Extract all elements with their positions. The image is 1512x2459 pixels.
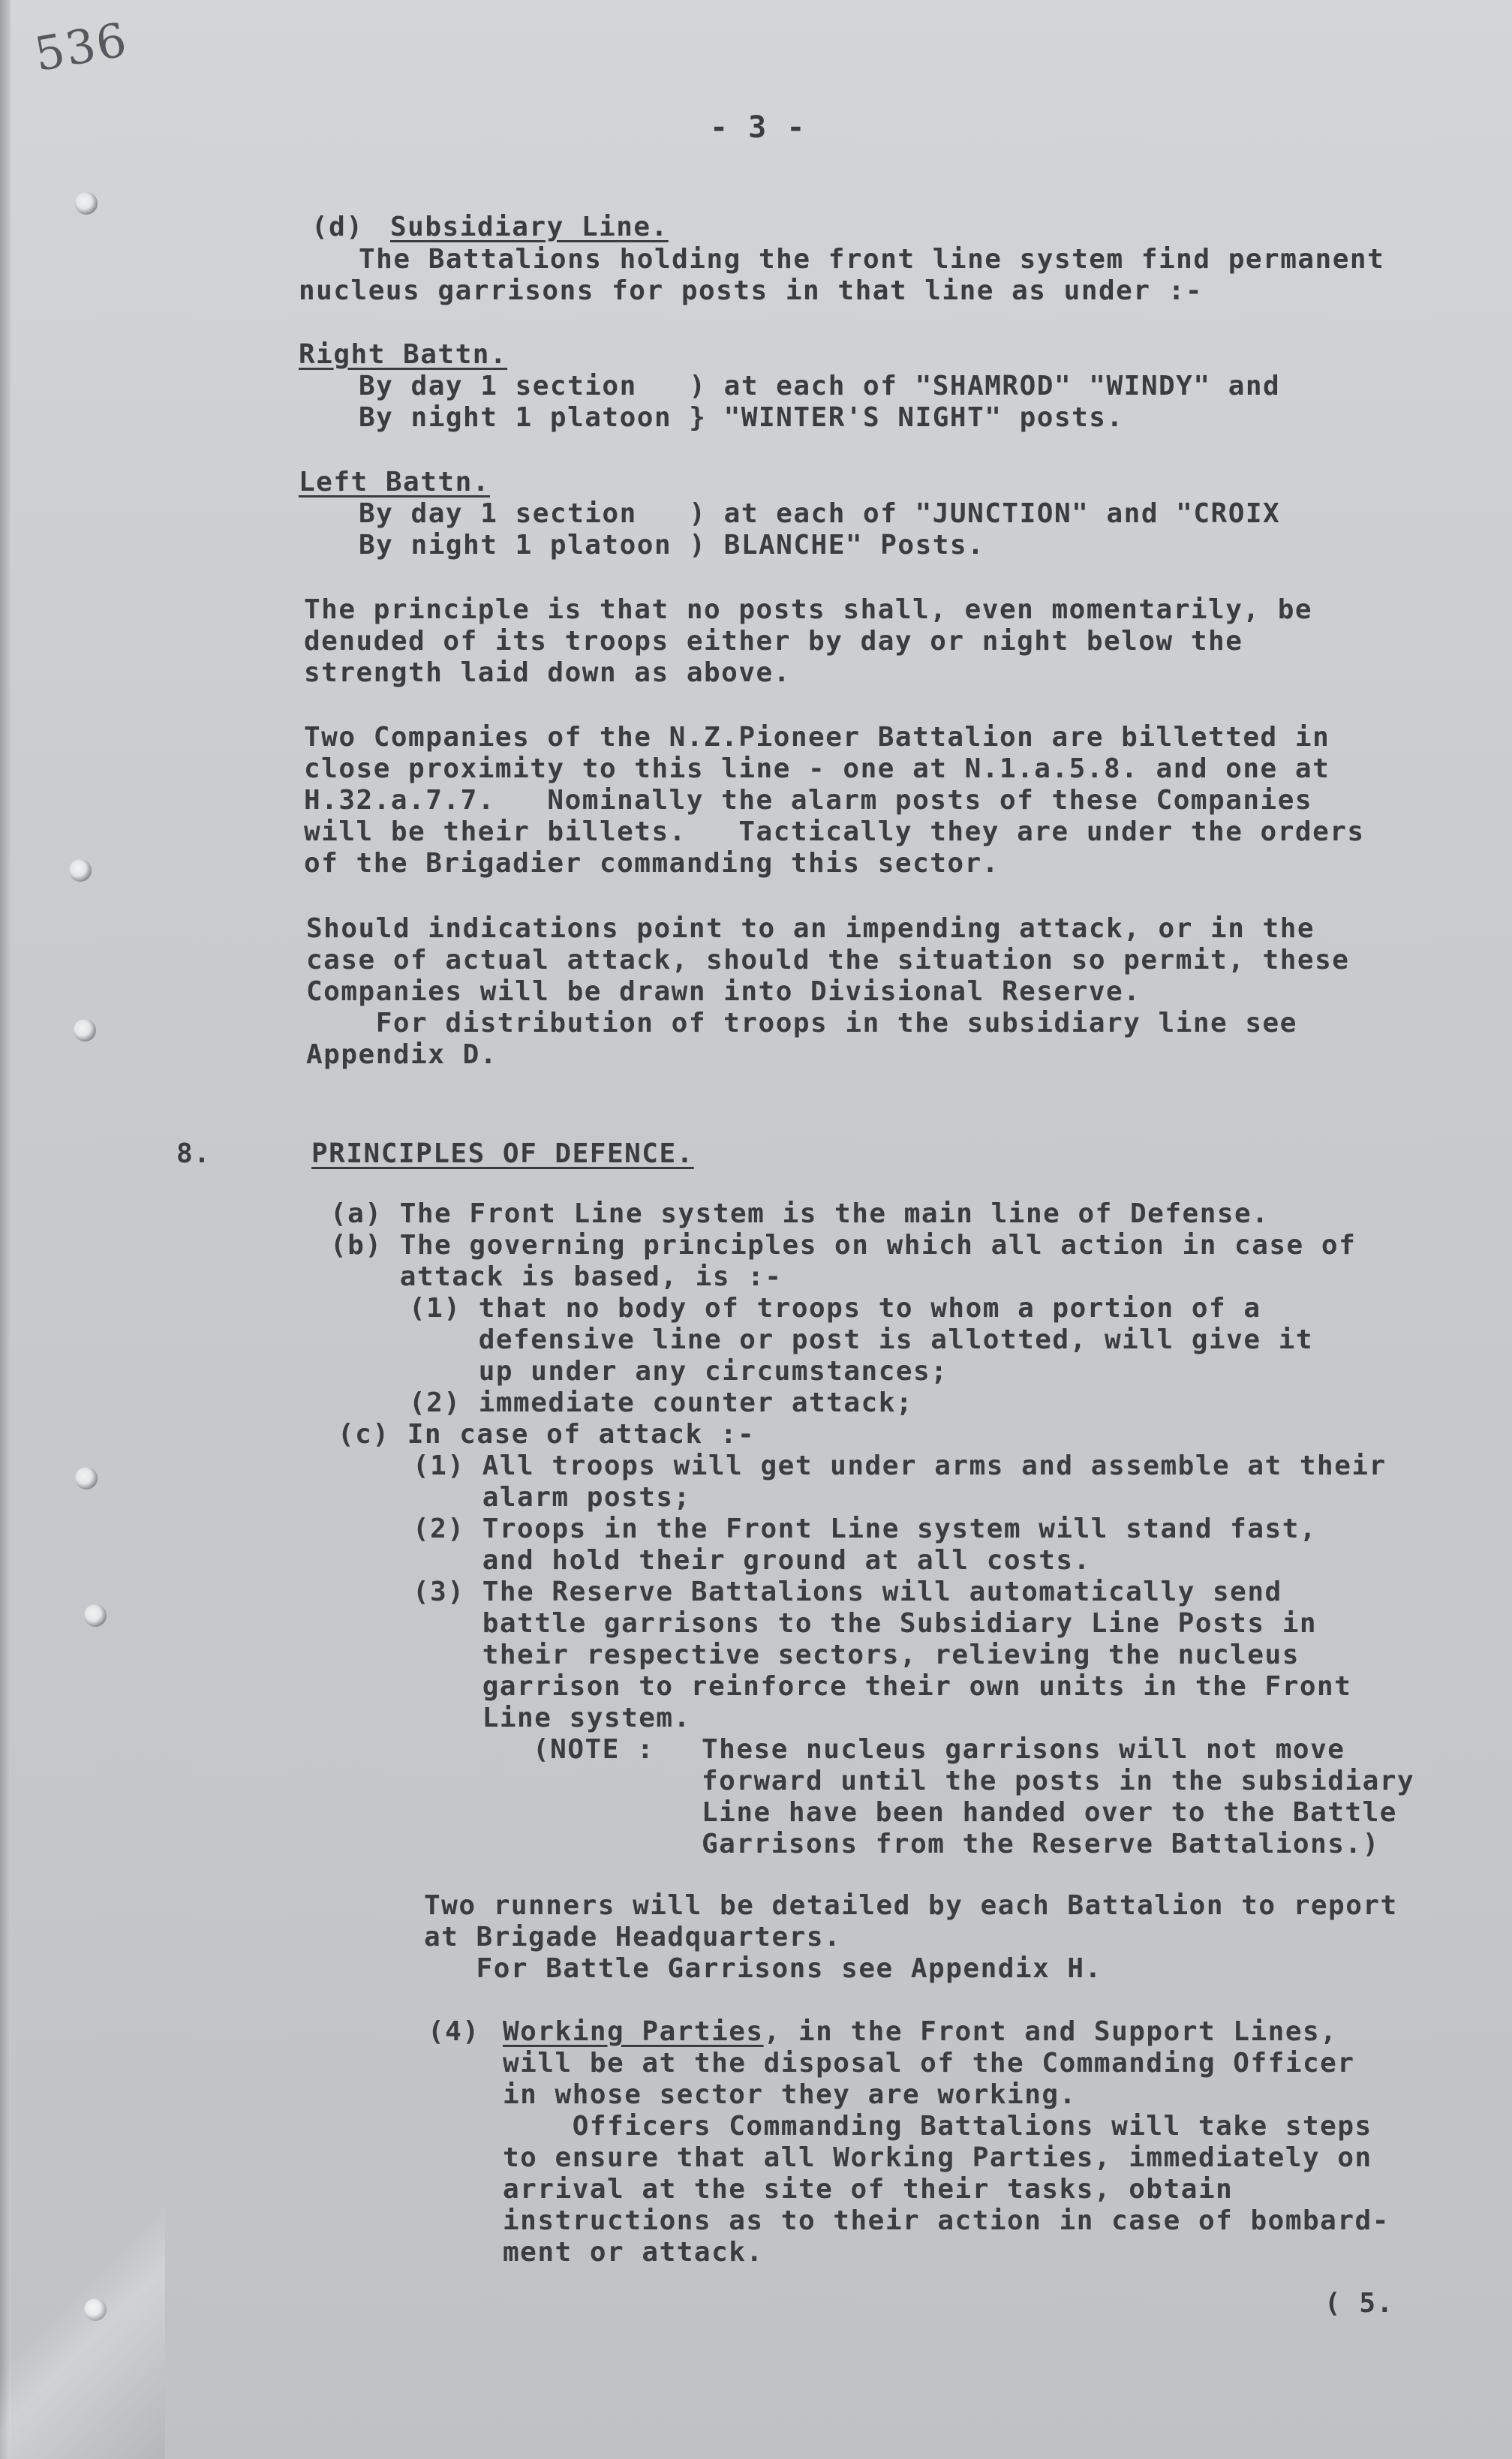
handwritten-page-number: 536 [30,11,132,83]
punch-hole-5 [84,1604,107,1627]
punch-hole-1 [75,192,98,215]
attack-paragraph-line: Should indications point to an impending attack, or in the [306,913,1315,944]
punch-hole-2 [69,859,92,882]
defence-item-b: attack is based, is :- [330,1261,783,1292]
defence-item-c4-line: to ensure that all Working Parties, immediately on [503,2142,1372,2173]
note-line: Garrisons from the Reserve Battalions.) [702,1829,1380,1859]
pioneer-paragraph-line: H.32.a.7.7. Nominally the alarm posts of these Companies [304,785,1313,816]
subsidiary-heading-title: Subsidiary Line. [390,212,669,242]
defence-item-c4-line: in whose sector they are working. [503,2079,1077,2110]
section-number: 8. [176,1138,212,1169]
defence-item-c3: garrison to reinforce their own units in the Front [413,1671,1352,1702]
pioneer-paragraph-line: will be their billets. Tactically they are under the orders [304,816,1365,847]
defence-item-c4-line: Officers Commanding Battalions will take steps [503,2111,1372,2142]
defence-item-c1: alarm posts; [413,1482,691,1513]
working-parties-rest: , in the Front and Support Lines, [763,2016,1338,2047]
attack-paragraph-line: Appendix D. [306,1039,497,1070]
page-left-edge [0,0,11,2459]
defence-item-a: (a) The Front Line system is the main line of Defense. [330,1198,1270,1229]
punch-hole-4 [75,1467,98,1490]
defence-item-b1: defensive line or post is allotted, will give it [409,1324,1314,1355]
left-battn-title: Left Battn. [299,467,490,498]
defence-item-b: (b) The governing principles on which all action in case of [330,1230,1357,1261]
runners-line: For Battle Garrisons see Appendix H. [424,1953,1102,1984]
page-fold-shadow [0,2199,165,2459]
runners-line: Two runners will be detailed by each Battalion to report [424,1890,1398,1921]
note-line: forward until the posts in the subsidiary [702,1766,1415,1796]
defence-item-c4-line: ment or attack. [503,2237,764,2268]
principle-paragraph-line: denuded of its troops either by day or night below the [304,626,1243,657]
defence-item-c4-label: (4) [428,2016,480,2047]
pioneer-paragraph-line: close proximity to this line - one at N.1.a.5.8. and one at [304,753,1330,784]
left-battn-line: By day 1 section ) at each of "JUNCTION" and "CROIX [359,498,1281,529]
defence-item-c2: and hold their ground at all costs. [413,1545,1091,1576]
defence-item-b2: (2) immediate counter attack; [409,1387,914,1418]
attack-paragraph-line: case of actual attack, should the situation so permit, these [306,945,1350,975]
punch-hole-3 [74,1019,96,1042]
defence-item-c1: (1) All troops will get under arms and assemble at their [413,1450,1387,1481]
pioneer-paragraph-line: Two Companies of the N.Z.Pioneer Battalion are billetted in [304,722,1330,753]
runners-line: at Brigade Headquarters. [424,1922,842,1952]
subsidiary-heading-label: (d) [311,212,364,242]
note-line: These nucleus garrisons will not move [702,1734,1345,1765]
subsidiary-intro-line: nucleus garrisons for posts in that line as under :- [299,275,1204,306]
defence-item-c3: Line system. [413,1703,691,1733]
right-battn-line: By night 1 platoon } "WINTER'S NIGHT" posts. [359,402,1124,433]
section-title: PRINCIPLES OF DEFENCE. [311,1138,694,1169]
principle-paragraph-line: strength laid down as above. [304,657,791,688]
defence-item-c4-line: will be at the disposal of the Commanding Officer [503,2048,1355,2079]
defence-item-c4-line: instructions as to their action in case of bombard- [503,2205,1390,2236]
defence-item-b1: (1) that no body of troops to whom a portion of a [409,1293,1261,1324]
defence-item-c3: battle garrisons to the Subsidiary Line Posts in [413,1608,1318,1639]
pioneer-paragraph-line: of the Brigadier commanding this sector. [304,848,999,879]
principle-paragraph-line: The principle is that no posts shall, even momentarily, be [304,594,1313,625]
attack-paragraph-line: Companies will be drawn into Divisional Reserve. [306,976,1141,1007]
right-battn-line: By day 1 section ) at each of "SHAMROD" "WINDY" and [359,371,1281,401]
defence-item-c: (c) In case of attack :- [338,1419,756,1450]
defence-item-c4-line [503,2016,1338,2047]
left-battn-line: By night 1 platoon ) BLANCHE" Posts. [359,530,985,561]
attack-paragraph-line: For distribution of troops in the subsidiary line see [306,1008,1297,1039]
subsidiary-intro-line: The Battalions holding the front line system find permanent [359,244,1385,275]
note-line: Line have been handed over to the Battle [702,1797,1397,1828]
footer-catchword: ( 5. [1324,2288,1394,2319]
right-battn-title: Right Battn. [299,339,508,370]
defence-item-c4-line: arrival at the site of their tasks, obtain [503,2174,1234,2205]
note-label: (NOTE : [533,1734,655,1765]
page-number: - 3 - [710,110,806,145]
defence-item-c3: their respective sectors, relieving the nucleus [413,1640,1300,1670]
defence-item-c3: (3) The Reserve Battalions will automatically send [413,1577,1282,1607]
defence-item-b1: up under any circumstances; [409,1356,948,1387]
working-parties-title: Working Parties [503,2016,764,2047]
defence-item-c2: (2) Troops in the Front Line system will stand fast, [413,1514,1318,1544]
